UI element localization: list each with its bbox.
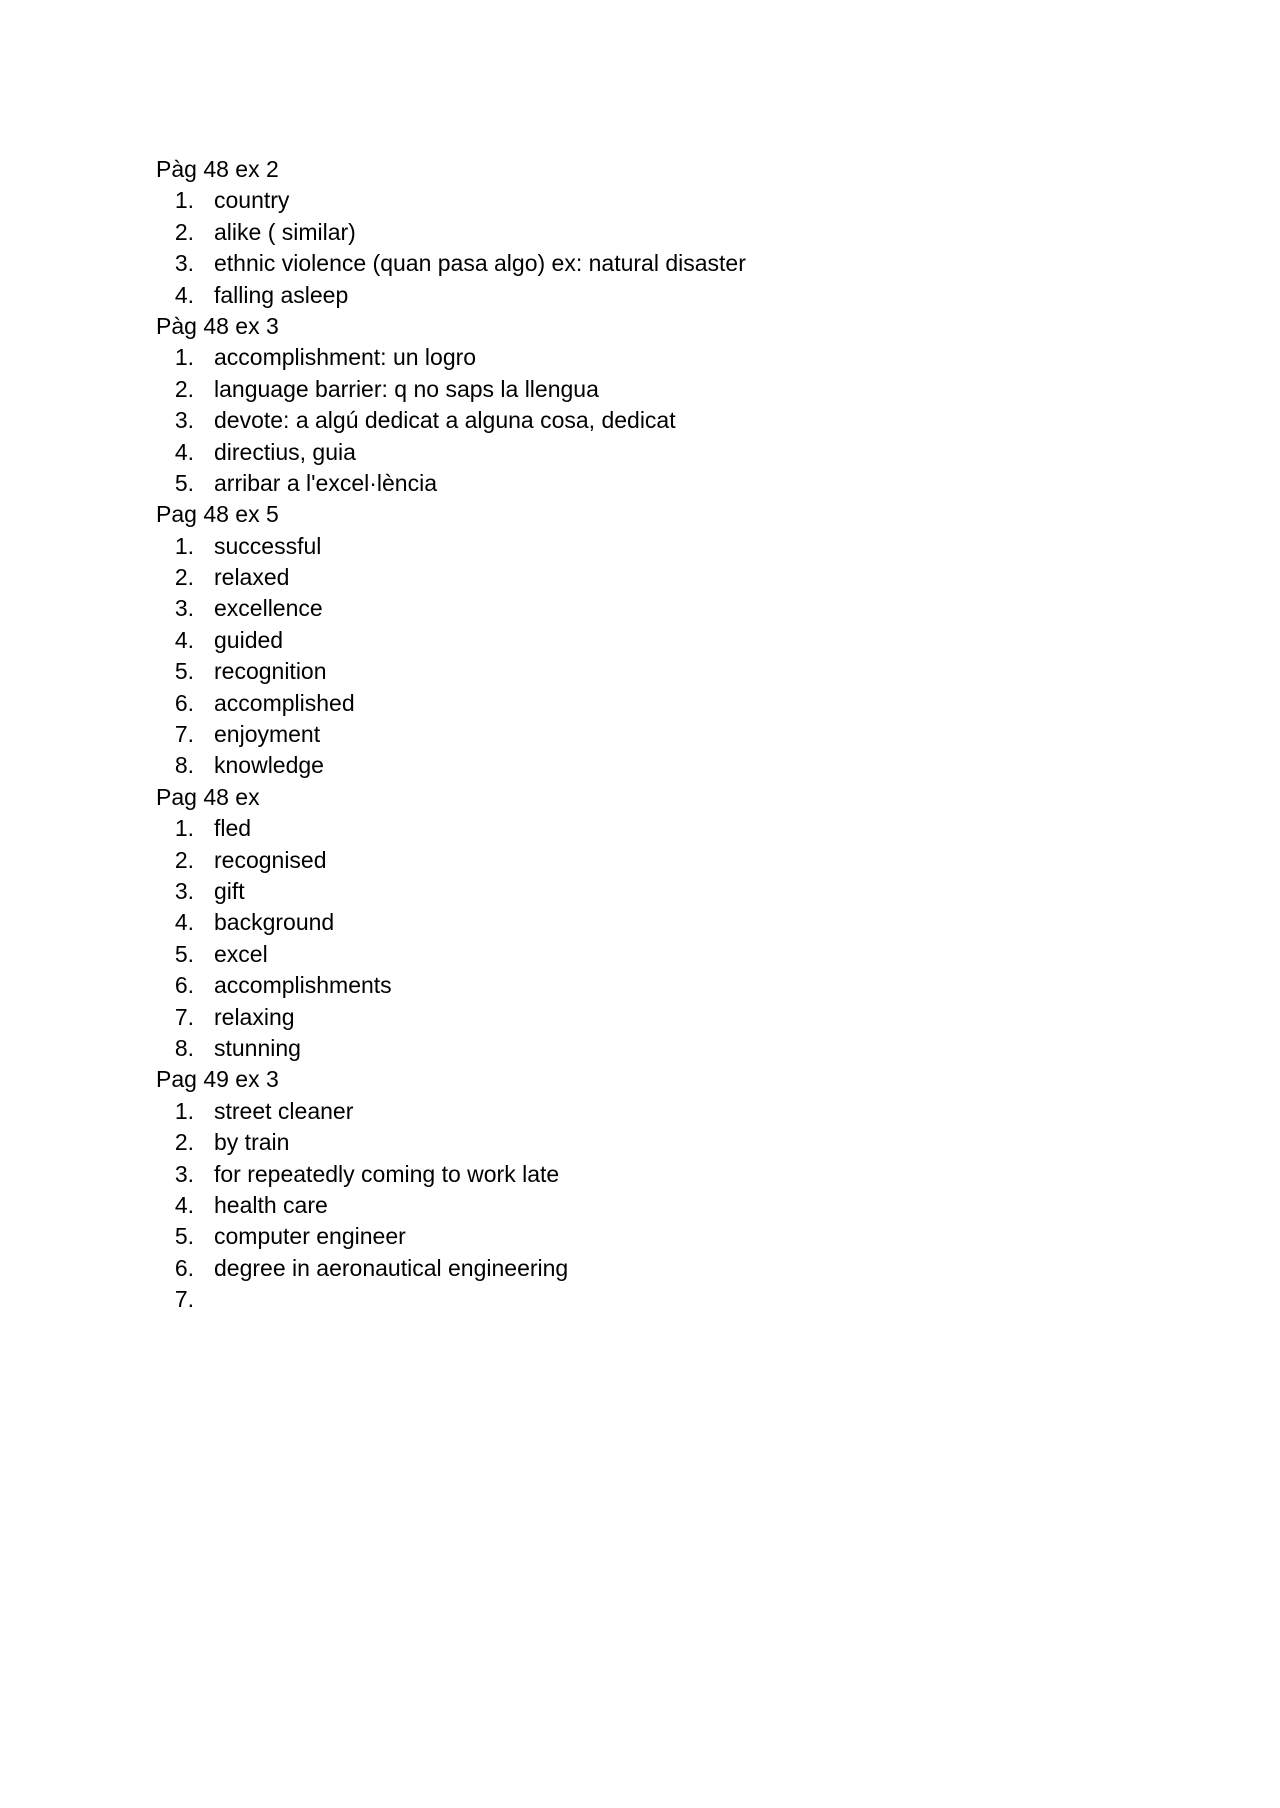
list-item-text: knowledge [214, 752, 324, 779]
list-item-number: 3. [174, 1160, 194, 1187]
list-item-text: accomplishment: un logro [214, 344, 477, 371]
list-item-number: 5. [174, 1223, 194, 1250]
section-title: Pàg 48 ex 3 [156, 312, 279, 339]
list-item [156, 1033, 1156, 1064]
list-item-number: 1. [174, 532, 194, 559]
list-item-number: 8. [174, 1034, 194, 1061]
list-item-text: accomplishments [214, 972, 392, 999]
list-item [156, 217, 1156, 248]
list-item [156, 813, 1156, 844]
list-item-number: 4. [174, 626, 194, 653]
list-item-number: 5. [174, 658, 194, 685]
list-item [156, 405, 1156, 436]
list-item-number: 4. [174, 438, 194, 465]
list-item [156, 625, 1156, 656]
list-item [156, 939, 1156, 970]
list-item [156, 1221, 1156, 1252]
list-item-number: 7. [174, 721, 194, 748]
list-item-number: 2. [174, 218, 194, 245]
list-item-number: 2. [174, 375, 194, 402]
list-item-number: 3. [174, 250, 194, 277]
list-item-text: country [214, 187, 290, 214]
list-item-number: 1. [174, 187, 194, 214]
list-item [156, 248, 1156, 279]
list-item-text: accomplished [214, 689, 355, 716]
list-item-number: 6. [174, 972, 194, 999]
list-item [156, 907, 1156, 938]
list-item-text: for repeatedly coming to work late [214, 1160, 560, 1187]
list-item-number: 8. [174, 752, 194, 779]
list-item-text: fled [214, 815, 252, 842]
list-item-text: arribar a l'excel·lència [214, 469, 437, 496]
list-item-text: recognised [214, 846, 327, 873]
section-title: Pag 49 ex 3 [156, 1066, 279, 1093]
list-item-text: directius, guia [214, 438, 356, 465]
numbered-list [156, 342, 1156, 499]
list-item-text: recognition [214, 658, 327, 685]
list-item [156, 342, 1156, 373]
list-item [156, 374, 1156, 405]
list-item-text: language barrier: q no saps la llengua [214, 375, 599, 402]
list-item-text: ethnic violence (quan pasa algo) ex: natural disaster [214, 250, 746, 277]
list-item [156, 468, 1156, 499]
list-item [156, 970, 1156, 1001]
list-item-text: by train [214, 1129, 290, 1156]
list-item [156, 437, 1156, 468]
list-item [156, 1284, 1156, 1315]
list-item [156, 1127, 1156, 1158]
list-item-number: 6. [174, 1254, 194, 1281]
list-item-text: gift [214, 877, 245, 904]
list-item [156, 1253, 1156, 1284]
list-item [156, 185, 1156, 216]
list-item-text [194, 1284, 214, 1315]
list-item [156, 1002, 1156, 1033]
list-item-text: successful [214, 532, 322, 559]
list-item-text: excel [214, 940, 268, 967]
list-item-number: 4. [174, 281, 194, 308]
list-item-number: 1. [174, 344, 194, 371]
list-item-number: 3. [174, 407, 194, 434]
list-item-number: 4. [174, 1191, 194, 1218]
list-item [156, 656, 1156, 687]
list-item-text: enjoyment [214, 721, 321, 748]
list-item-text: falling asleep [214, 281, 349, 308]
list-item-text: street cleaner [214, 1097, 354, 1124]
list-item-text: relaxed [214, 564, 290, 591]
list-item [156, 1190, 1156, 1221]
list-item-number: 2. [174, 564, 194, 591]
section-title: Pag 48 ex 5 [156, 501, 279, 528]
list-item-text: excellence [214, 595, 323, 622]
list-item-number: 3. [174, 877, 194, 904]
list-item [156, 280, 1156, 311]
numbered-list [156, 185, 1156, 311]
numbered-list [156, 813, 1156, 1064]
list-item [156, 688, 1156, 719]
list-item [156, 876, 1156, 907]
list-item [156, 1159, 1156, 1190]
list-item-number: 7. [174, 1003, 194, 1030]
list-item-text: relaxing [214, 1003, 295, 1030]
list-item-text: computer engineer [214, 1223, 406, 1250]
list-item-number: 1. [174, 1097, 194, 1124]
list-item-number: 4. [174, 909, 194, 936]
list-item [156, 593, 1156, 624]
list-item [156, 719, 1156, 750]
document-body [156, 154, 1156, 1315]
list-item [156, 750, 1156, 781]
list-item [156, 531, 1156, 562]
numbered-list [156, 1096, 1156, 1316]
section-title: Pag 48 ex [156, 783, 260, 810]
numbered-list [156, 531, 1156, 782]
section-title: Pàg 48 ex 2 [156, 156, 279, 182]
list-item [156, 845, 1156, 876]
list-item-text: health care [214, 1191, 328, 1218]
list-item [156, 1096, 1156, 1127]
list-item-number: 2. [174, 846, 194, 873]
list-item-number: 3. [174, 595, 194, 622]
list-item-number: 2. [174, 1129, 194, 1156]
list-item-text: guided [214, 626, 284, 653]
list-item-text: stunning [214, 1034, 301, 1061]
list-item-number: 5. [174, 940, 194, 967]
list-item-number: 7. [174, 1286, 194, 1313]
list-item-text: devote: a algú dedicat a alguna cosa, dedicat [214, 407, 676, 434]
list-item-text: alike ( similar) [214, 218, 356, 245]
list-item-number: 6. [174, 689, 194, 716]
list-item-number: 5. [174, 469, 194, 496]
list-item-text: background [214, 909, 335, 936]
list-item-text: degree in aeronautical engineering [214, 1254, 569, 1281]
list-item [156, 562, 1156, 593]
list-item-number: 1. [174, 815, 194, 842]
